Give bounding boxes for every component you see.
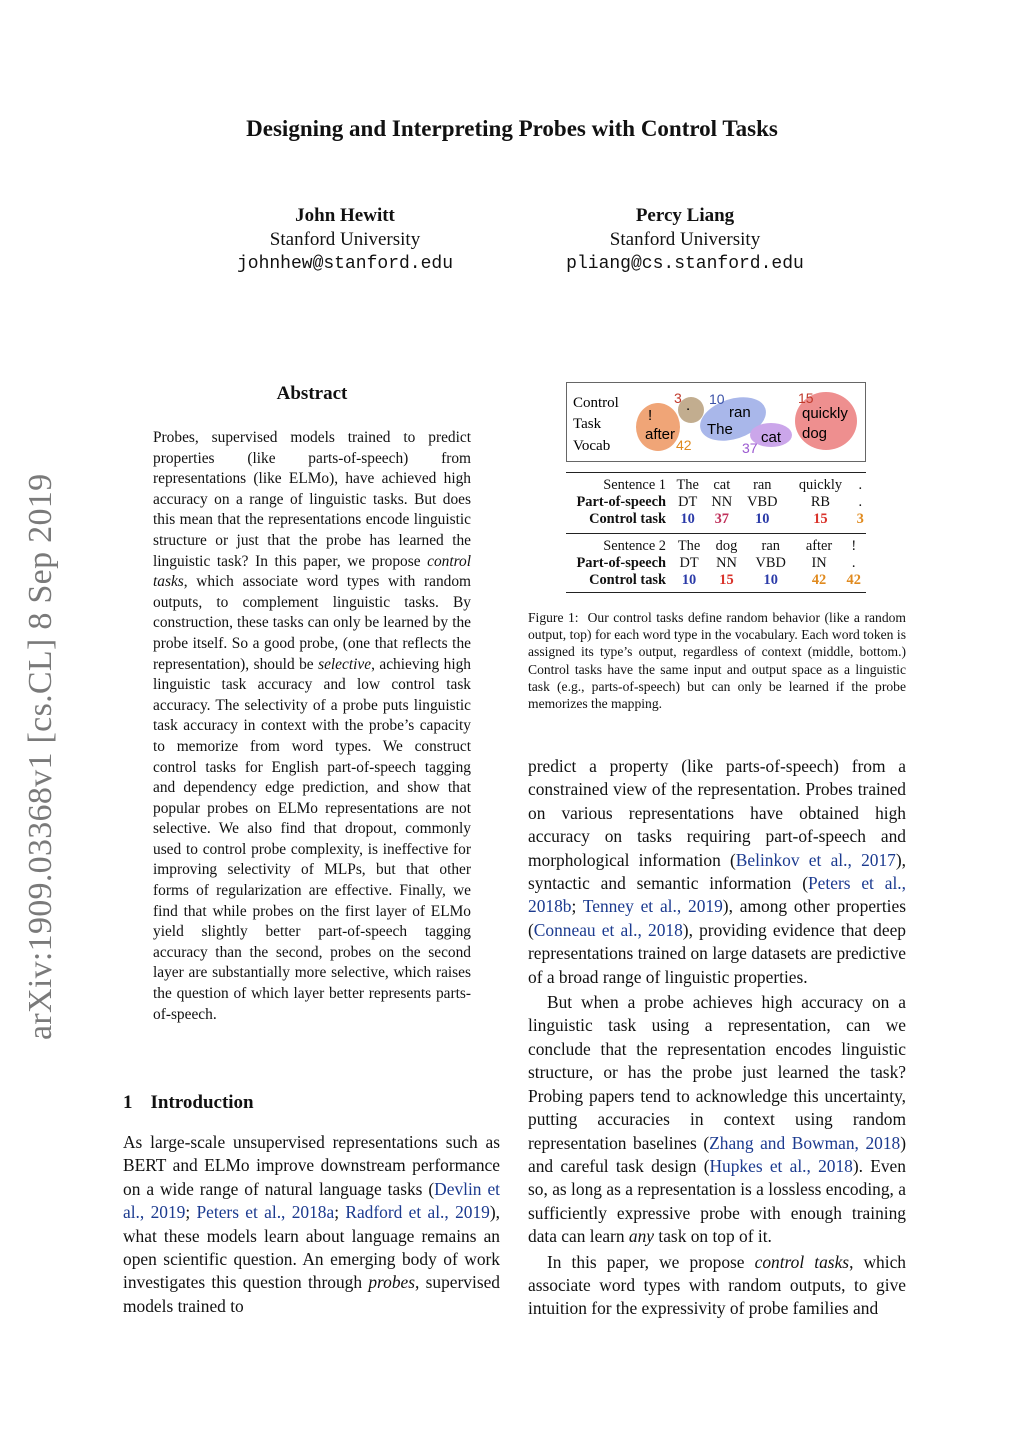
- paragraph: As large-scale unsupervised representations such as BERT and ELMo improve downstream performance on a wide range of natural language tasks (Devlin et al., 2019; Peters et al., 2018a; Radford et al., 2019), what these models learn about language remains an open scientific question. An emerging body of work investigates this question through probes, supervised models trained to: [123, 1132, 501, 1316]
- table-row: Sentence 1 The cat ran quickly .: [603, 477, 863, 493]
- paragraph: In this paper, we propose control tasks, which associate word types with random outputs, to give intuition for the expressivity of probe families and: [528, 1251, 906, 1319]
- vocab-word: !: [648, 407, 653, 424]
- table-row: Control task 10 37 10 15 3: [589, 511, 864, 527]
- author-block-2: [535, 204, 835, 276]
- author-email: pliang@cs.stanford.edu: [566, 254, 804, 274]
- intro-right-column: [528, 755, 906, 1321]
- vocab-tag: 3: [674, 390, 682, 406]
- author-email: johnhew@stanford.edu: [236, 254, 454, 274]
- vocab-word: cat: [761, 429, 782, 446]
- vocab-label-line: Control: [573, 395, 619, 411]
- control-task-vocab-figure: [566, 382, 866, 462]
- vocab-word: ran: [729, 404, 751, 421]
- author-block-1: [195, 204, 495, 276]
- paragraph: predict a property (like parts-of-speech) from a constrained view of the representation. Probes trained on various representations have obtained high accuracy on tasks requiring part-of-speech and morphological information (Belinkov et al., 2017), syntactic and semantic information (Peters et al., 2018b; Tenney et al., 2019), among other properties (Conneau et al., 2018), providing evidence that deep representations trained on large datasets are predictive of a broad range of linguistic properties.: [528, 756, 907, 987]
- vocab-word: after: [645, 426, 676, 443]
- citation-link[interactable]: Devlin et al., 2019: [123, 1178, 500, 1223]
- citation-link[interactable]: Conneau et al., 2018: [533, 919, 683, 940]
- vocab-word: dog: [802, 425, 828, 442]
- vocab-tag: 37: [742, 440, 758, 456]
- citation-link[interactable]: Peters et al., 2018b: [528, 873, 906, 917]
- vocab-word: quickly: [802, 405, 848, 422]
- intro-left-column: [123, 1131, 500, 1318]
- vocab-word: The: [707, 421, 733, 438]
- table-row: Part-of-speech DT NN VBD IN .: [576, 555, 856, 571]
- table-row: Part-of-speech DT NN VBD RB .: [576, 494, 863, 510]
- citation-link[interactable]: Radford et al., 2019: [345, 1202, 490, 1223]
- author-name: John Hewitt: [295, 205, 395, 226]
- vocab-tag: 42: [676, 437, 692, 453]
- vocab-blob-3: [678, 397, 704, 423]
- vocab-word: .: [686, 397, 691, 414]
- author-affiliation: Stanford University: [269, 229, 421, 250]
- table-row: Control task 10 15 10 42 42: [589, 572, 861, 588]
- citation-link[interactable]: Zhang and Bowman, 2018: [709, 1132, 901, 1153]
- vocab-tag: 10: [709, 391, 725, 407]
- sentence-1-table: [566, 472, 866, 531]
- paper-title: Designing and Interpreting Probes with Control Tasks: [246, 116, 778, 141]
- abstract-heading: Abstract: [276, 383, 348, 404]
- citation-link[interactable]: Peters et al., 2018a: [196, 1202, 335, 1223]
- vocab-label-line: Vocab: [573, 438, 611, 454]
- arxiv-stamp: arXiv:1909.03368v1 [cs.CL] 8 Sep 2019: [22, 473, 59, 1040]
- vocab-tag: 15: [798, 390, 814, 406]
- section-heading-introduction: 1 Introduction: [123, 1092, 254, 1113]
- table-row: Sentence 2 The dog ran after !: [603, 538, 857, 554]
- paragraph: But when a probe achieves high accuracy on a linguistic task using a representation, can we conclude that the representation encodes linguistic structure, or has the probe just learned the task? Probing papers tend to acknowledge this uncertainty, putting accuracies in context using random representation baselines (Zhang and Bowman, 2018) and careful task design (Hupkes et al., 2018). Even so, as long as a representation is a lossless encoding, a sufficiently expressive probe with enough training data can learn any task on top of it.: [528, 992, 907, 1247]
- citation-link[interactable]: Belinkov et al., 2017: [735, 849, 896, 870]
- sentence-2-table: [566, 533, 866, 593]
- author-affiliation: Stanford University: [609, 229, 761, 250]
- citation-link[interactable]: Hupkes et al., 2018: [709, 1155, 853, 1176]
- figure-caption: Figure 1: Our control tasks define random behavior (like a random output, top) for each word type in the vocabulary. Each word token is assigned its type’s output, regardless of context (middle, bottom.) Control tasks have the same input and output space as a linguistic task (e.g., parts-of-speech) but can only be learned if the probe memorizes the mapping.: [528, 610, 906, 712]
- vocab-label-line: Task: [573, 416, 602, 432]
- author-name: Percy Liang: [635, 205, 735, 226]
- abstract-text: Probes, supervised models trained to predict properties (like parts-of-speech) from representations (like ELMo), have achieved high accuracy on a range of linguistic tasks. But does this mean that the representations encode linguistic structure or just that the probe has learned the linguistic task? In this paper, we propose control tasks, which associate word types with random outputs, to complement linguistic tasks. By construction, these tasks can only be learned by the probe itself. So a good probe, (one that reflects the representation), should be selective, achieving high linguistic task accuracy and low control task accuracy. The selectivity of a probe puts linguistic task accuracy in context with the probe’s capacity to memorize from word types. We construct control tasks for English part-of-speech tagging and dependency edge prediction, and show that popular probes on ELMo representations are not selective. We also find that dropout, commonly used to control probe complexity, is ineffective for improving selectivity of MLPs, but that other forms of regularization are effective. Finally, we find that while probes on the first layer of ELMo yield slightly better part-of-speech tagging accuracy than the second, probes on the second layer are substantially more selective, which raises the question of which layer better represents parts-of-speech.: [153, 429, 472, 1023]
- citation-link[interactable]: Tenney et al., 2019: [582, 896, 723, 917]
